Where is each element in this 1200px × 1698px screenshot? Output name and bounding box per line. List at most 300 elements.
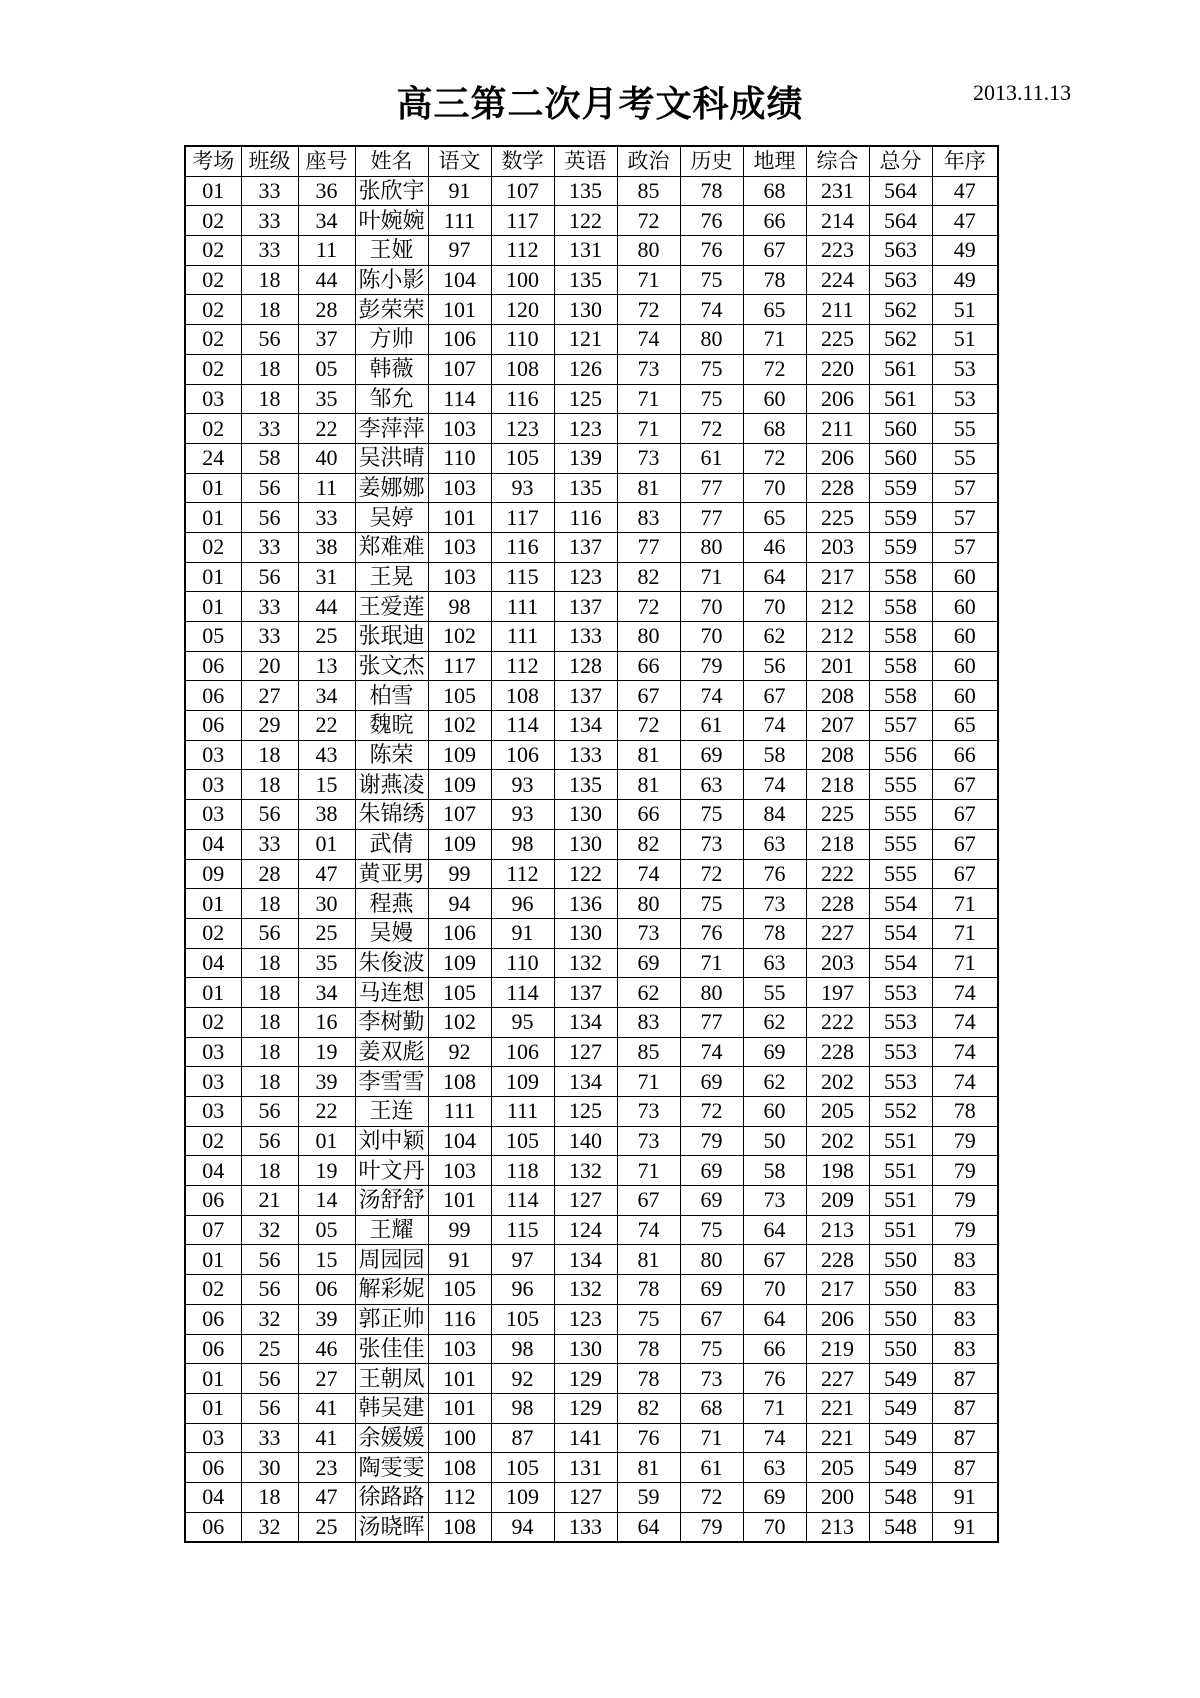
- cell-politics: 71: [617, 384, 680, 414]
- cell-exam-room: 02: [185, 1007, 241, 1037]
- header-col-name: 姓名: [355, 146, 428, 176]
- cell-politics: 80: [617, 889, 680, 919]
- cell-rank: 67: [932, 770, 998, 800]
- cell-geography: 84: [743, 800, 806, 830]
- cell-seat: 25: [298, 1512, 355, 1542]
- cell-math: 105: [491, 443, 554, 473]
- cell-seat: 44: [298, 592, 355, 622]
- cell-english: 134: [554, 1067, 617, 1097]
- cell-total: 550: [869, 1245, 932, 1275]
- cell-rank: 91: [932, 1482, 998, 1512]
- cell-math: 123: [491, 414, 554, 444]
- cell-exam-room: 06: [185, 1334, 241, 1364]
- cell-total: 559: [869, 473, 932, 503]
- table-row: [185, 711, 998, 741]
- cell-total: 557: [869, 711, 932, 741]
- cell-rank: 91: [932, 1512, 998, 1542]
- cell-history: 63: [680, 770, 743, 800]
- cell-history: 80: [680, 325, 743, 355]
- cell-comprehensive: 206: [806, 1304, 869, 1334]
- cell-rank: 53: [932, 384, 998, 414]
- cell-total: 562: [869, 325, 932, 355]
- cell-politics: 74: [617, 859, 680, 889]
- cell-total: 560: [869, 414, 932, 444]
- cell-class: 18: [241, 1482, 298, 1512]
- cell-name: 徐路路: [355, 1482, 428, 1512]
- cell-history: 61: [680, 711, 743, 741]
- cell-rank: 60: [932, 651, 998, 681]
- cell-exam-room: 02: [185, 1275, 241, 1305]
- cell-politics: 71: [617, 1067, 680, 1097]
- cell-seat: 41: [298, 1393, 355, 1423]
- cell-rank: 74: [932, 978, 998, 1008]
- cell-seat: 34: [298, 681, 355, 711]
- cell-rank: 67: [932, 829, 998, 859]
- cell-english: 132: [554, 948, 617, 978]
- header-col-exam-room: 考场: [185, 146, 241, 176]
- cell-math: 114: [491, 978, 554, 1008]
- cell-name: 汤晓晖: [355, 1512, 428, 1542]
- cell-name: 魏晥: [355, 711, 428, 741]
- cell-exam-room: 01: [185, 889, 241, 919]
- cell-comprehensive: 205: [806, 1097, 869, 1127]
- cell-exam-room: 03: [185, 1067, 241, 1097]
- cell-politics: 62: [617, 978, 680, 1008]
- cell-politics: 81: [617, 770, 680, 800]
- cell-geography: 76: [743, 1364, 806, 1394]
- cell-class: 56: [241, 503, 298, 533]
- cell-math: 116: [491, 384, 554, 414]
- cell-class: 32: [241, 1304, 298, 1334]
- cell-seat: 38: [298, 532, 355, 562]
- cell-politics: 59: [617, 1482, 680, 1512]
- cell-name: 王爱莲: [355, 592, 428, 622]
- cell-geography: 78: [743, 918, 806, 948]
- cell-history: 71: [680, 562, 743, 592]
- cell-seat: 47: [298, 859, 355, 889]
- cell-chinese: 97: [428, 236, 491, 266]
- page-title: 高三第二次月考文科成绩: [396, 84, 804, 125]
- cell-history: 61: [680, 1453, 743, 1483]
- cell-name: 王连: [355, 1097, 428, 1127]
- cell-comprehensive: 217: [806, 1275, 869, 1305]
- cell-rank: 79: [932, 1186, 998, 1216]
- cell-politics: 78: [617, 1334, 680, 1364]
- cell-exam-room: 06: [185, 711, 241, 741]
- header-col-rank: 年序: [932, 146, 998, 176]
- cell-comprehensive: 218: [806, 770, 869, 800]
- cell-total: 560: [869, 443, 932, 473]
- cell-exam-room: 01: [185, 1393, 241, 1423]
- cell-class: 33: [241, 592, 298, 622]
- cell-chinese: 103: [428, 532, 491, 562]
- cell-history: 78: [680, 176, 743, 206]
- cell-comprehensive: 206: [806, 443, 869, 473]
- cell-math: 92: [491, 1364, 554, 1394]
- cell-politics: 67: [617, 681, 680, 711]
- cell-geography: 78: [743, 265, 806, 295]
- cell-history: 80: [680, 532, 743, 562]
- cell-rank: 51: [932, 325, 998, 355]
- cell-history: 70: [680, 622, 743, 652]
- table-row: [185, 1215, 998, 1245]
- cell-rank: 65: [932, 711, 998, 741]
- cell-politics: 67: [617, 1186, 680, 1216]
- cell-seat: 47: [298, 1482, 355, 1512]
- cell-seat: 39: [298, 1304, 355, 1334]
- cell-chinese: 108: [428, 1512, 491, 1542]
- header-col-total: 总分: [869, 146, 932, 176]
- cell-comprehensive: 214: [806, 206, 869, 236]
- cell-exam-room: 01: [185, 1364, 241, 1394]
- cell-chinese: 111: [428, 206, 491, 236]
- cell-rank: 83: [932, 1245, 998, 1275]
- table-row: [185, 978, 998, 1008]
- cell-chinese: 103: [428, 1334, 491, 1364]
- cell-geography: 69: [743, 1482, 806, 1512]
- cell-english: 127: [554, 1186, 617, 1216]
- cell-chinese: 101: [428, 1186, 491, 1216]
- table-row: [185, 1007, 998, 1037]
- cell-comprehensive: 225: [806, 325, 869, 355]
- cell-rank: 55: [932, 443, 998, 473]
- cell-history: 80: [680, 978, 743, 1008]
- cell-seat: 05: [298, 354, 355, 384]
- cell-chinese: 108: [428, 1067, 491, 1097]
- cell-geography: 67: [743, 1245, 806, 1275]
- cell-rank: 49: [932, 236, 998, 266]
- cell-comprehensive: 221: [806, 1423, 869, 1453]
- cell-politics: 81: [617, 1453, 680, 1483]
- cell-exam-room: 01: [185, 473, 241, 503]
- cell-total: 558: [869, 651, 932, 681]
- cell-chinese: 101: [428, 295, 491, 325]
- cell-geography: 68: [743, 414, 806, 444]
- cell-chinese: 109: [428, 770, 491, 800]
- cell-total: 558: [869, 681, 932, 711]
- cell-english: 130: [554, 829, 617, 859]
- header-col-math: 数学: [491, 146, 554, 176]
- cell-chinese: 94: [428, 889, 491, 919]
- table-row: [185, 265, 998, 295]
- cell-english: 132: [554, 1275, 617, 1305]
- cell-rank: 74: [932, 1067, 998, 1097]
- cell-history: 74: [680, 681, 743, 711]
- cell-seat: 37: [298, 325, 355, 355]
- cell-geography: 65: [743, 503, 806, 533]
- cell-history: 69: [680, 1275, 743, 1305]
- cell-class: 18: [241, 1067, 298, 1097]
- cell-chinese: 111: [428, 1097, 491, 1127]
- cell-name: 柏雪: [355, 681, 428, 711]
- cell-rank: 83: [932, 1275, 998, 1305]
- cell-total: 555: [869, 829, 932, 859]
- cell-english: 127: [554, 1482, 617, 1512]
- cell-history: 75: [680, 889, 743, 919]
- cell-politics: 72: [617, 206, 680, 236]
- cell-exam-room: 02: [185, 325, 241, 355]
- cell-exam-room: 02: [185, 265, 241, 295]
- cell-class: 33: [241, 532, 298, 562]
- cell-geography: 73: [743, 889, 806, 919]
- cell-history: 75: [680, 354, 743, 384]
- cell-politics: 72: [617, 711, 680, 741]
- cell-rank: 87: [932, 1393, 998, 1423]
- cell-class: 33: [241, 176, 298, 206]
- cell-rank: 78: [932, 1097, 998, 1127]
- cell-rank: 57: [932, 473, 998, 503]
- cell-name: 周园园: [355, 1245, 428, 1275]
- cell-politics: 66: [617, 651, 680, 681]
- cell-class: 28: [241, 859, 298, 889]
- cell-exam-room: 02: [185, 354, 241, 384]
- cell-exam-room: 24: [185, 443, 241, 473]
- cell-class: 33: [241, 414, 298, 444]
- cell-class: 20: [241, 651, 298, 681]
- cell-exam-room: 06: [185, 1186, 241, 1216]
- cell-politics: 81: [617, 740, 680, 770]
- cell-name: 陈小影: [355, 265, 428, 295]
- cell-rank: 79: [932, 1215, 998, 1245]
- cell-history: 75: [680, 800, 743, 830]
- cell-english: 124: [554, 1215, 617, 1245]
- cell-comprehensive: 205: [806, 1453, 869, 1483]
- table-row: [185, 354, 998, 384]
- cell-history: 80: [680, 1245, 743, 1275]
- cell-exam-room: 02: [185, 295, 241, 325]
- table-row: [185, 651, 998, 681]
- table-row: [185, 1067, 998, 1097]
- cell-math: 108: [491, 354, 554, 384]
- cell-math: 111: [491, 592, 554, 622]
- cell-politics: 72: [617, 592, 680, 622]
- cell-politics: 73: [617, 1097, 680, 1127]
- cell-english: 135: [554, 770, 617, 800]
- header-col-comprehensive: 综合: [806, 146, 869, 176]
- cell-geography: 66: [743, 206, 806, 236]
- cell-seat: 14: [298, 1186, 355, 1216]
- cell-total: 551: [869, 1215, 932, 1245]
- cell-class: 29: [241, 711, 298, 741]
- cell-chinese: 101: [428, 1364, 491, 1394]
- cell-exam-room: 04: [185, 829, 241, 859]
- cell-rank: 71: [932, 918, 998, 948]
- cell-english: 134: [554, 1245, 617, 1275]
- cell-history: 74: [680, 1037, 743, 1067]
- cell-class: 33: [241, 622, 298, 652]
- cell-english: 126: [554, 354, 617, 384]
- cell-math: 114: [491, 711, 554, 741]
- cell-english: 137: [554, 592, 617, 622]
- cell-comprehensive: 212: [806, 622, 869, 652]
- cell-chinese: 98: [428, 592, 491, 622]
- cell-seat: 44: [298, 265, 355, 295]
- cell-name: 李树勤: [355, 1007, 428, 1037]
- cell-politics: 76: [617, 1423, 680, 1453]
- cell-exam-room: 02: [185, 414, 241, 444]
- cell-name: 王耀: [355, 1215, 428, 1245]
- cell-history: 61: [680, 443, 743, 473]
- table-row: [185, 859, 998, 889]
- cell-total: 548: [869, 1512, 932, 1542]
- cell-politics: 78: [617, 1364, 680, 1394]
- cell-comprehensive: 209: [806, 1186, 869, 1216]
- cell-seat: 22: [298, 1097, 355, 1127]
- cell-name: 李萍萍: [355, 414, 428, 444]
- cell-name: 解彩妮: [355, 1275, 428, 1305]
- cell-math: 109: [491, 1482, 554, 1512]
- cell-geography: 58: [743, 1156, 806, 1186]
- table-row: [185, 532, 998, 562]
- cell-total: 549: [869, 1453, 932, 1483]
- cell-geography: 74: [743, 1423, 806, 1453]
- cell-exam-room: 04: [185, 1482, 241, 1512]
- cell-english: 130: [554, 1334, 617, 1364]
- cell-english: 133: [554, 622, 617, 652]
- cell-name: 吴婷: [355, 503, 428, 533]
- cell-class: 56: [241, 473, 298, 503]
- cell-total: 563: [869, 236, 932, 266]
- cell-geography: 62: [743, 622, 806, 652]
- cell-politics: 71: [617, 265, 680, 295]
- cell-comprehensive: 211: [806, 414, 869, 444]
- cell-politics: 73: [617, 443, 680, 473]
- cell-geography: 58: [743, 740, 806, 770]
- cell-chinese: 102: [428, 711, 491, 741]
- cell-math: 112: [491, 236, 554, 266]
- cell-english: 129: [554, 1364, 617, 1394]
- cell-math: 96: [491, 889, 554, 919]
- cell-history: 68: [680, 1393, 743, 1423]
- cell-exam-room: 04: [185, 1156, 241, 1186]
- cell-class: 56: [241, 1097, 298, 1127]
- cell-geography: 55: [743, 978, 806, 1008]
- cell-rank: 79: [932, 1156, 998, 1186]
- cell-history: 71: [680, 948, 743, 978]
- cell-rank: 60: [932, 592, 998, 622]
- cell-comprehensive: 221: [806, 1393, 869, 1423]
- cell-comprehensive: 222: [806, 859, 869, 889]
- cell-exam-room: 01: [185, 978, 241, 1008]
- cell-class: 56: [241, 1126, 298, 1156]
- cell-comprehensive: 228: [806, 889, 869, 919]
- cell-total: 548: [869, 1482, 932, 1512]
- cell-math: 105: [491, 1453, 554, 1483]
- cell-exam-room: 02: [185, 1126, 241, 1156]
- cell-english: 137: [554, 681, 617, 711]
- cell-name: 韩薇: [355, 354, 428, 384]
- cell-math: 115: [491, 1215, 554, 1245]
- cell-class: 18: [241, 265, 298, 295]
- cell-exam-room: 01: [185, 1245, 241, 1275]
- table-row: [185, 1245, 998, 1275]
- cell-english: 140: [554, 1126, 617, 1156]
- cell-class: 56: [241, 325, 298, 355]
- cell-class: 30: [241, 1453, 298, 1483]
- cell-name: 郑难难: [355, 532, 428, 562]
- cell-seat: 41: [298, 1423, 355, 1453]
- cell-exam-room: 05: [185, 622, 241, 652]
- cell-history: 67: [680, 1304, 743, 1334]
- cell-math: 93: [491, 800, 554, 830]
- header-col-history: 历史: [680, 146, 743, 176]
- cell-name: 吴嫚: [355, 918, 428, 948]
- cell-name: 王娅: [355, 236, 428, 266]
- cell-total: 555: [869, 800, 932, 830]
- cell-english: 130: [554, 800, 617, 830]
- cell-history: 69: [680, 740, 743, 770]
- cell-english: 116: [554, 503, 617, 533]
- cell-total: 550: [869, 1275, 932, 1305]
- cell-name: 张文杰: [355, 651, 428, 681]
- cell-english: 136: [554, 889, 617, 919]
- cell-math: 117: [491, 503, 554, 533]
- cell-english: 123: [554, 414, 617, 444]
- cell-history: 75: [680, 384, 743, 414]
- table-row: [185, 740, 998, 770]
- cell-geography: 64: [743, 1304, 806, 1334]
- table-row: [185, 1334, 998, 1364]
- cell-name: 张珉迪: [355, 622, 428, 652]
- cell-english: 127: [554, 1037, 617, 1067]
- cell-seat: 43: [298, 740, 355, 770]
- cell-comprehensive: 231: [806, 176, 869, 206]
- cell-comprehensive: 228: [806, 473, 869, 503]
- cell-class: 56: [241, 1275, 298, 1305]
- cell-chinese: 103: [428, 414, 491, 444]
- cell-total: 553: [869, 1007, 932, 1037]
- cell-comprehensive: 224: [806, 265, 869, 295]
- cell-seat: 27: [298, 1364, 355, 1394]
- table-row: [185, 1156, 998, 1186]
- cell-chinese: 108: [428, 1453, 491, 1483]
- table-row: [185, 889, 998, 919]
- cell-total: 551: [869, 1156, 932, 1186]
- cell-comprehensive: 220: [806, 354, 869, 384]
- cell-rank: 55: [932, 414, 998, 444]
- cell-seat: 40: [298, 443, 355, 473]
- cell-exam-room: 01: [185, 562, 241, 592]
- cell-math: 115: [491, 562, 554, 592]
- cell-seat: 06: [298, 1275, 355, 1305]
- cell-politics: 73: [617, 918, 680, 948]
- cell-politics: 83: [617, 503, 680, 533]
- cell-math: 107: [491, 176, 554, 206]
- cell-geography: 74: [743, 711, 806, 741]
- cell-exam-room: 03: [185, 800, 241, 830]
- cell-history: 77: [680, 1007, 743, 1037]
- cell-total: 558: [869, 622, 932, 652]
- cell-geography: 62: [743, 1007, 806, 1037]
- cell-comprehensive: 217: [806, 562, 869, 592]
- cell-seat: 23: [298, 1453, 355, 1483]
- cell-seat: 15: [298, 770, 355, 800]
- table-row: [185, 1364, 998, 1394]
- cell-total: 552: [869, 1097, 932, 1127]
- cell-comprehensive: 211: [806, 295, 869, 325]
- cell-geography: 66: [743, 1334, 806, 1364]
- cell-class: 21: [241, 1186, 298, 1216]
- cell-class: 18: [241, 295, 298, 325]
- cell-chinese: 103: [428, 562, 491, 592]
- cell-class: 32: [241, 1215, 298, 1245]
- cell-chinese: 104: [428, 1126, 491, 1156]
- cell-comprehensive: 225: [806, 503, 869, 533]
- cell-geography: 70: [743, 1512, 806, 1542]
- cell-rank: 57: [932, 532, 998, 562]
- cell-comprehensive: 202: [806, 1126, 869, 1156]
- cell-politics: 81: [617, 1245, 680, 1275]
